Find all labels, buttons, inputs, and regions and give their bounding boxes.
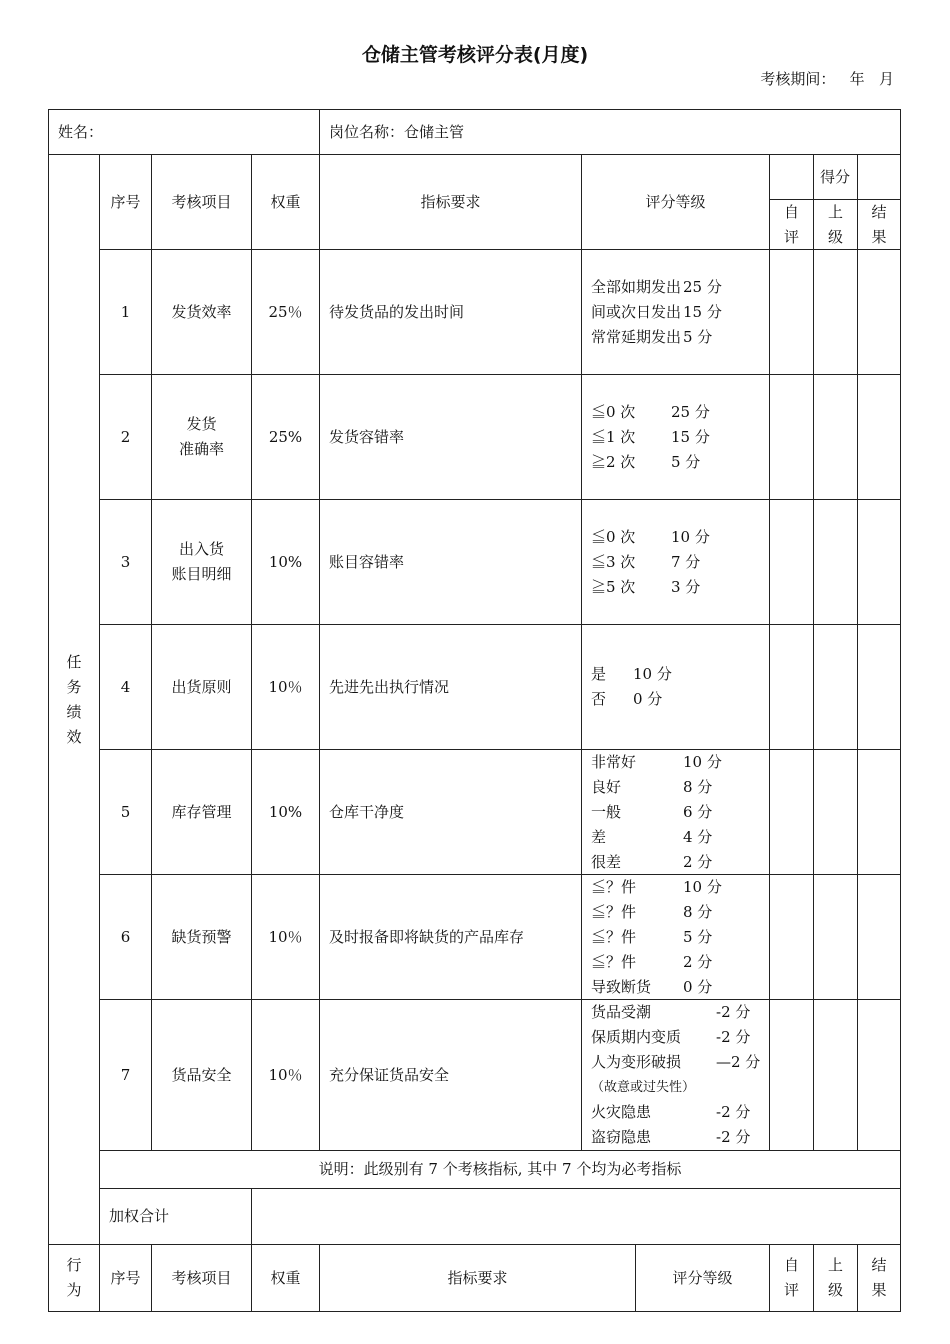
row-seq: 7 xyxy=(120,1065,131,1084)
grade-score: -2 分 xyxy=(716,1103,751,1121)
grade-label: ≧5 次 xyxy=(591,577,636,596)
grade-score: 10 分 xyxy=(671,527,710,546)
grade-score: 8 分 xyxy=(683,902,713,921)
grade-item xyxy=(591,425,769,450)
row-weight: 10％ xyxy=(268,1065,303,1084)
grade-item xyxy=(591,687,769,712)
row-seq: 3 xyxy=(120,552,131,571)
grade-label: ≦3 次 xyxy=(591,552,636,571)
grade-score: 0 分 xyxy=(683,977,713,996)
grade-label: 间或次日发出 xyxy=(591,302,682,321)
row-grade-list xyxy=(582,1000,769,1150)
grade-score: 8 分 xyxy=(683,777,713,796)
grade-item xyxy=(591,325,769,350)
page-title: 仓储主管考核评分表(月度) xyxy=(361,44,589,66)
grade-label: ≦？件 xyxy=(591,927,637,946)
grade-label: 盗窃隐患 xyxy=(591,1128,652,1146)
row-item: 库存管理 xyxy=(171,802,232,821)
row-requirement: 仓库干净度 xyxy=(329,802,405,821)
row-grade-list xyxy=(582,500,769,624)
grade-score: 5 分 xyxy=(683,327,713,346)
row-seq: 2 xyxy=(120,427,131,446)
header-score: 得分 xyxy=(819,167,850,186)
grade-score: 15 分 xyxy=(671,427,710,446)
grade-label: 导致断货 xyxy=(591,977,652,996)
behavior-header-requirement: 指标要求 xyxy=(447,1268,508,1287)
grade-score: 2 分 xyxy=(683,852,713,871)
grade-item xyxy=(591,975,769,1000)
row-seq: 1 xyxy=(120,302,131,321)
row-weight: 10% xyxy=(268,802,303,821)
row-item-line: 出入货 xyxy=(178,540,224,558)
row-seq: 5 xyxy=(120,802,131,821)
grade-score: 10 分 xyxy=(633,665,672,683)
grade-score: 5 分 xyxy=(671,452,701,471)
grade-label: ≦1 次 xyxy=(591,427,636,446)
grade-item xyxy=(591,400,769,425)
row-requirement: 先进先出执行情况 xyxy=(329,677,450,696)
header-requirement: 指标要求 xyxy=(420,192,481,211)
grade-score: 15 分 xyxy=(683,302,722,321)
grade-label: 非常好 xyxy=(591,752,637,771)
grade-score: 6 分 xyxy=(683,802,713,821)
grade-label: （故意或过失性） xyxy=(591,1080,696,1095)
section-task-performance: 任务绩效 xyxy=(66,652,82,746)
row-grade-list xyxy=(582,875,769,999)
grade-label: 是 xyxy=(591,665,607,683)
grade-item xyxy=(591,525,769,550)
grade-label: ≦？件 xyxy=(591,952,637,971)
note-text: 说明：此级别有 7 个考核指标, 其中 7 个均为必考指标 xyxy=(318,1160,682,1178)
grade-item xyxy=(591,1125,769,1150)
grade-item xyxy=(591,1075,769,1100)
header-self: 自评 xyxy=(783,202,799,246)
name-field: 姓名： xyxy=(58,122,104,141)
row-weight: 25％ xyxy=(268,302,303,321)
row-requirement: 及时报备即将缺货的产品库存 xyxy=(329,927,525,946)
grade-label: ≦？件 xyxy=(591,877,637,896)
row-requirement: 账目容错率 xyxy=(329,552,405,571)
grade-item xyxy=(591,775,769,800)
period-year: 年 xyxy=(849,70,865,88)
grade-score: 7 分 xyxy=(671,552,701,571)
grade-score: 25 分 xyxy=(671,402,710,421)
grade-item xyxy=(591,850,769,875)
grade-item xyxy=(591,300,769,325)
grade-item xyxy=(591,900,769,925)
grade-item xyxy=(591,800,769,825)
grade-label: ≦0 次 xyxy=(591,402,636,421)
header-superior: 上级 xyxy=(827,202,843,246)
grade-score: 10 分 xyxy=(683,752,722,771)
grade-label: ≧2 次 xyxy=(591,452,636,471)
behavior-header-grade: 评分等级 xyxy=(672,1268,733,1287)
row-weight: 10％ xyxy=(268,677,303,696)
grade-label: ≦？件 xyxy=(591,902,637,921)
row-requirement: 发货容错率 xyxy=(329,427,405,446)
grade-item xyxy=(591,1025,769,1050)
grade-label: 人为变形破损 xyxy=(591,1053,682,1071)
row-requirement: 充分保证货品安全 xyxy=(329,1065,450,1084)
period-month: 月 xyxy=(878,70,894,88)
header-result: 结果 xyxy=(871,202,887,246)
weighted-total-label: 加权合计 xyxy=(109,1207,170,1225)
grade-item xyxy=(591,550,769,575)
header-item: 考核项目 xyxy=(171,192,232,211)
grade-score: 5 分 xyxy=(683,927,713,946)
grade-label: 全部如期发出 xyxy=(591,277,682,296)
grade-item xyxy=(591,750,769,775)
grade-label: ≦0 次 xyxy=(591,527,636,546)
grade-item xyxy=(591,950,769,975)
grade-item xyxy=(591,1100,769,1125)
behavior-header-weight: 权重 xyxy=(270,1268,301,1287)
grade-item xyxy=(591,875,769,900)
grade-label: 常常延期发出 xyxy=(591,327,682,346)
row-weight: 25% xyxy=(268,427,303,446)
grade-score: 4 分 xyxy=(683,827,713,846)
grade-score: 0 分 xyxy=(633,690,663,708)
grade-label: 货品受潮 xyxy=(591,1003,652,1021)
row-item: 发货效率 xyxy=(171,302,232,321)
grade-label: 良好 xyxy=(591,777,622,796)
row-grade-list xyxy=(582,250,769,374)
row-item xyxy=(152,375,251,499)
grade-score: -2 分 xyxy=(716,1003,751,1021)
behavior-header-superior: 上级 xyxy=(827,1256,843,1299)
grade-item xyxy=(591,662,769,687)
grade-score: -2 分 xyxy=(716,1028,751,1046)
grade-label: 否 xyxy=(591,690,607,708)
grade-score: 25 分 xyxy=(683,277,722,296)
grade-item xyxy=(591,1000,769,1025)
row-seq: 6 xyxy=(120,927,131,946)
period-label: 考核期间： xyxy=(760,70,836,88)
row-item: 货品安全 xyxy=(171,1065,232,1084)
grade-item xyxy=(591,1050,769,1075)
grade-item xyxy=(591,275,769,300)
row-item: 出货原则 xyxy=(171,677,232,696)
grade-label: 火灾隐患 xyxy=(591,1103,652,1121)
grade-score: —2 分 xyxy=(716,1053,761,1071)
row-item-line: 发货 xyxy=(186,415,217,433)
section-behavior: 行为 xyxy=(66,1256,82,1299)
assessment-period xyxy=(760,68,894,89)
row-item: 缺货预警 xyxy=(171,927,232,946)
grade-item xyxy=(591,575,769,600)
row-item-line: 准确率 xyxy=(178,440,224,458)
grade-item xyxy=(591,825,769,850)
row-grade-list xyxy=(582,375,769,499)
behavior-header-result: 结果 xyxy=(871,1256,887,1299)
header-seq: 序号 xyxy=(110,192,141,211)
header-grade: 评分等级 xyxy=(645,192,706,211)
row-requirement: 待发货品的发出时间 xyxy=(329,302,465,321)
row-item xyxy=(152,500,251,624)
row-grade-list xyxy=(582,750,769,874)
behavior-header-seq: 序号 xyxy=(110,1268,141,1287)
row-weight: 10% xyxy=(268,552,303,571)
grade-score: 2 分 xyxy=(683,952,713,971)
behavior-header-item: 考核项目 xyxy=(171,1268,232,1287)
behavior-header-self: 自评 xyxy=(783,1256,799,1299)
grade-score: 3 分 xyxy=(671,577,701,596)
grade-score: 10 分 xyxy=(683,877,722,896)
row-item-line: 账目明细 xyxy=(171,565,232,583)
grade-item xyxy=(591,925,769,950)
row-seq: 4 xyxy=(120,677,131,696)
grade-label: 一般 xyxy=(591,802,622,821)
grade-score: -2 分 xyxy=(716,1128,751,1146)
grade-item xyxy=(591,450,769,475)
post-name: 岗位名称：仓储主管 xyxy=(329,122,465,141)
grade-label: 保质期内变质 xyxy=(591,1028,682,1046)
row-grade-list xyxy=(582,625,769,749)
row-weight: 10％ xyxy=(268,927,303,946)
header-weight: 权重 xyxy=(270,192,301,211)
grade-label: 差 xyxy=(591,827,607,846)
grade-label: 很差 xyxy=(591,852,622,871)
